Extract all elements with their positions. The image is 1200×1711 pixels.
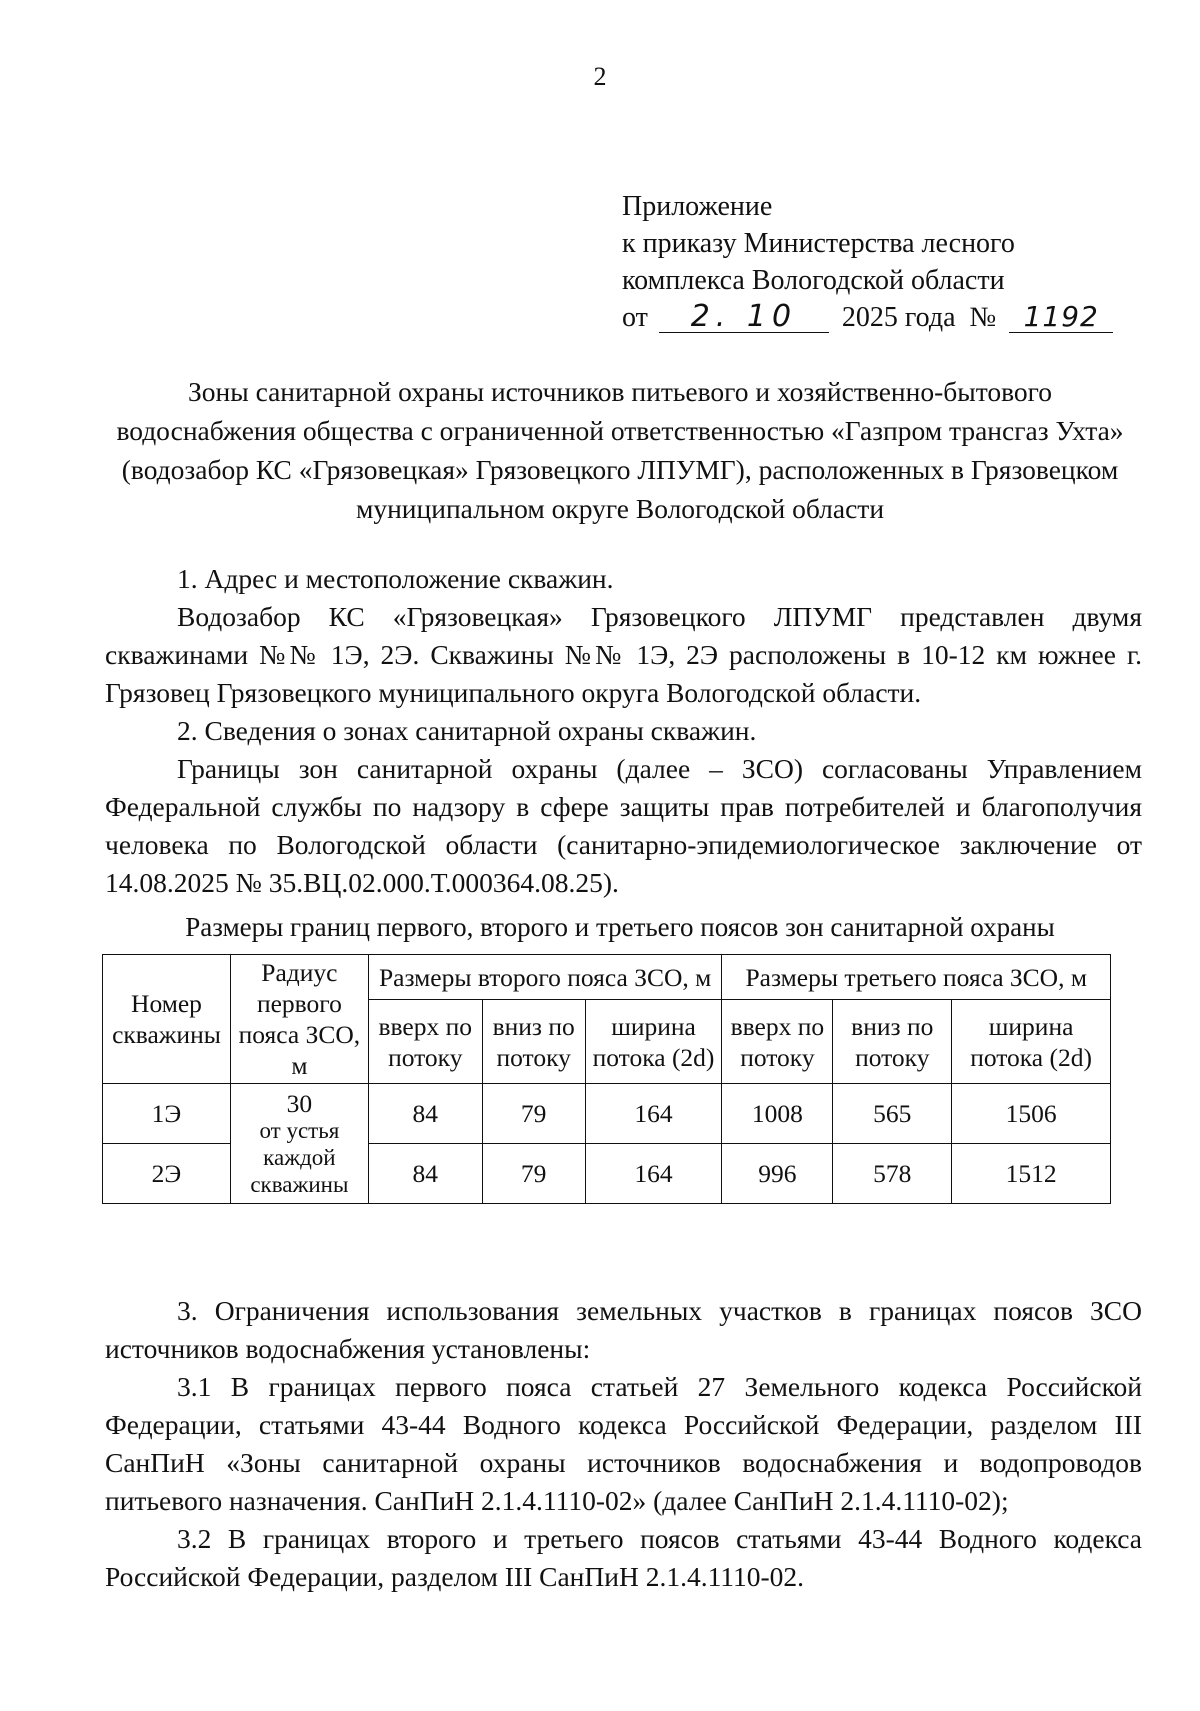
paragraph: Границы зон санитарной охраны (далее – ЗСО) согласованы Управлением Федеральной службы по надзору в сфере защиты прав потребителей и благополучия человека по Вологодской области (санитарно-эпидемиологическое заключение от 14.08.2025 № 35.ВЦ.02.000.Т.000364.08.25). (105, 753, 1142, 898)
appendix-line: Приложение (622, 191, 773, 222)
appendix-line: к приказу Министерства лесного (622, 228, 1015, 259)
handwritten-order-number: 1192 (1009, 302, 1113, 333)
section-before-table (105, 560, 1142, 902)
radius-note: от устья каждой скважины (250, 1117, 349, 1197)
section-after-table (105, 1292, 1142, 1596)
header-third-belt: Размеры третьего пояса ЗСО, м (722, 955, 1111, 1000)
cell-third-upstream: 1008 (722, 1084, 833, 1144)
cell-second-downstream: 79 (482, 1084, 585, 1144)
cell-third-downstream: 565 (833, 1084, 952, 1144)
paragraph: 3.2 В границах второго и третьего поясов статьями 43-44 Водного кодекса Российской Федерации, разделом III СанПиН 2.1.4.1110-02. (105, 1523, 1142, 1592)
appendix-line: комплекса Вологодской области (622, 265, 1005, 296)
cell-radius (230, 1084, 368, 1204)
header-second-flow-width: ширина потока (2d) (585, 1000, 722, 1084)
date-prefix: от (622, 302, 648, 333)
radius-value: 30 (286, 1088, 313, 1118)
number-label: № (969, 302, 997, 333)
cell-second-upstream: 84 (368, 1144, 482, 1204)
page-number: 2 (593, 62, 607, 91)
cell-second-downstream: 79 (482, 1144, 585, 1204)
table-caption: Размеры границ первого, второго и третьего поясов зон санитарной охраны (185, 912, 1055, 942)
header-second-upstream: вверх по потоку (368, 1000, 482, 1084)
paragraph: 2. Сведения о зонах санитарной охраны скважин. (177, 715, 757, 746)
header-first-belt-radius: Радиус первого пояса ЗСО, м (230, 955, 368, 1084)
cell-second-flow-width: 164 (585, 1084, 722, 1144)
header-third-upstream: вверх по потоку (722, 1000, 833, 1084)
handwritten-date: 2. 10 (659, 302, 829, 333)
header-second-belt: Размеры второго пояса ЗСО, м (368, 955, 722, 1000)
appendix-block (622, 188, 1113, 336)
cell-third-upstream: 996 (722, 1144, 833, 1204)
header-second-downstream: вниз по потоку (482, 1000, 585, 1084)
paragraph: 1. Адрес и местоположение скважин. (177, 563, 614, 594)
cell-second-flow-width: 164 (585, 1144, 722, 1204)
cell-well: 1Э (103, 1084, 231, 1144)
cell-second-upstream: 84 (368, 1084, 482, 1144)
table-row (103, 1084, 1111, 1144)
document-title: Зоны санитарной охраны источников питьевого и хозяйственно-бытового водоснабжения общества с ограниченной ответственностью «Газпром трансгаз Ухта» (водозабор КС «Грязовецкая» Грязовецкого ЛПУМГ), расположенных в Грязовецком муниципальном округе Вологодской области (116, 376, 1124, 524)
header-third-flow-width: ширина потока (2d) (952, 1000, 1111, 1084)
cell-well: 2Э (103, 1144, 231, 1204)
cell-third-flow-width: 1506 (952, 1084, 1111, 1144)
order-year: 2025 года (841, 302, 956, 333)
header-third-downstream: вниз по потоку (833, 1000, 952, 1084)
cell-third-flow-width: 1512 (952, 1144, 1111, 1204)
paragraph: Водозабор КС «Грязовецкая» Грязовецкого ЛПУМГ представлен двумя скважинами №№ 1Э, 2Э. Скважины №№ 1Э, 2Э расположены в 10-12 км южнее г. Грязовец Грязовецкого муниципального округа Вологодской области. (105, 601, 1142, 708)
cell-third-downstream: 578 (833, 1144, 952, 1204)
header-well-number: Номер скважины (103, 955, 231, 1084)
order-date-line (622, 299, 1113, 336)
zso-table (102, 954, 1111, 1204)
paragraph: 3. Ограничения использования земельных участков в границах поясов ЗСО источников водоснабжения установлены: (105, 1295, 1142, 1364)
paragraph: 3.1 В границах первого пояса статьей 27 Земельного кодекса Российской Федерации, статьями 43-44 Водного кодекса Российской Федерации, разделом III СанПиН «Зоны санитарной охраны источников водоснабжения и водопроводов питьевого назначения. СанПиН 2.1.4.1110-02» (далее СанПиН 2.1.4.1110-02); (105, 1371, 1142, 1516)
